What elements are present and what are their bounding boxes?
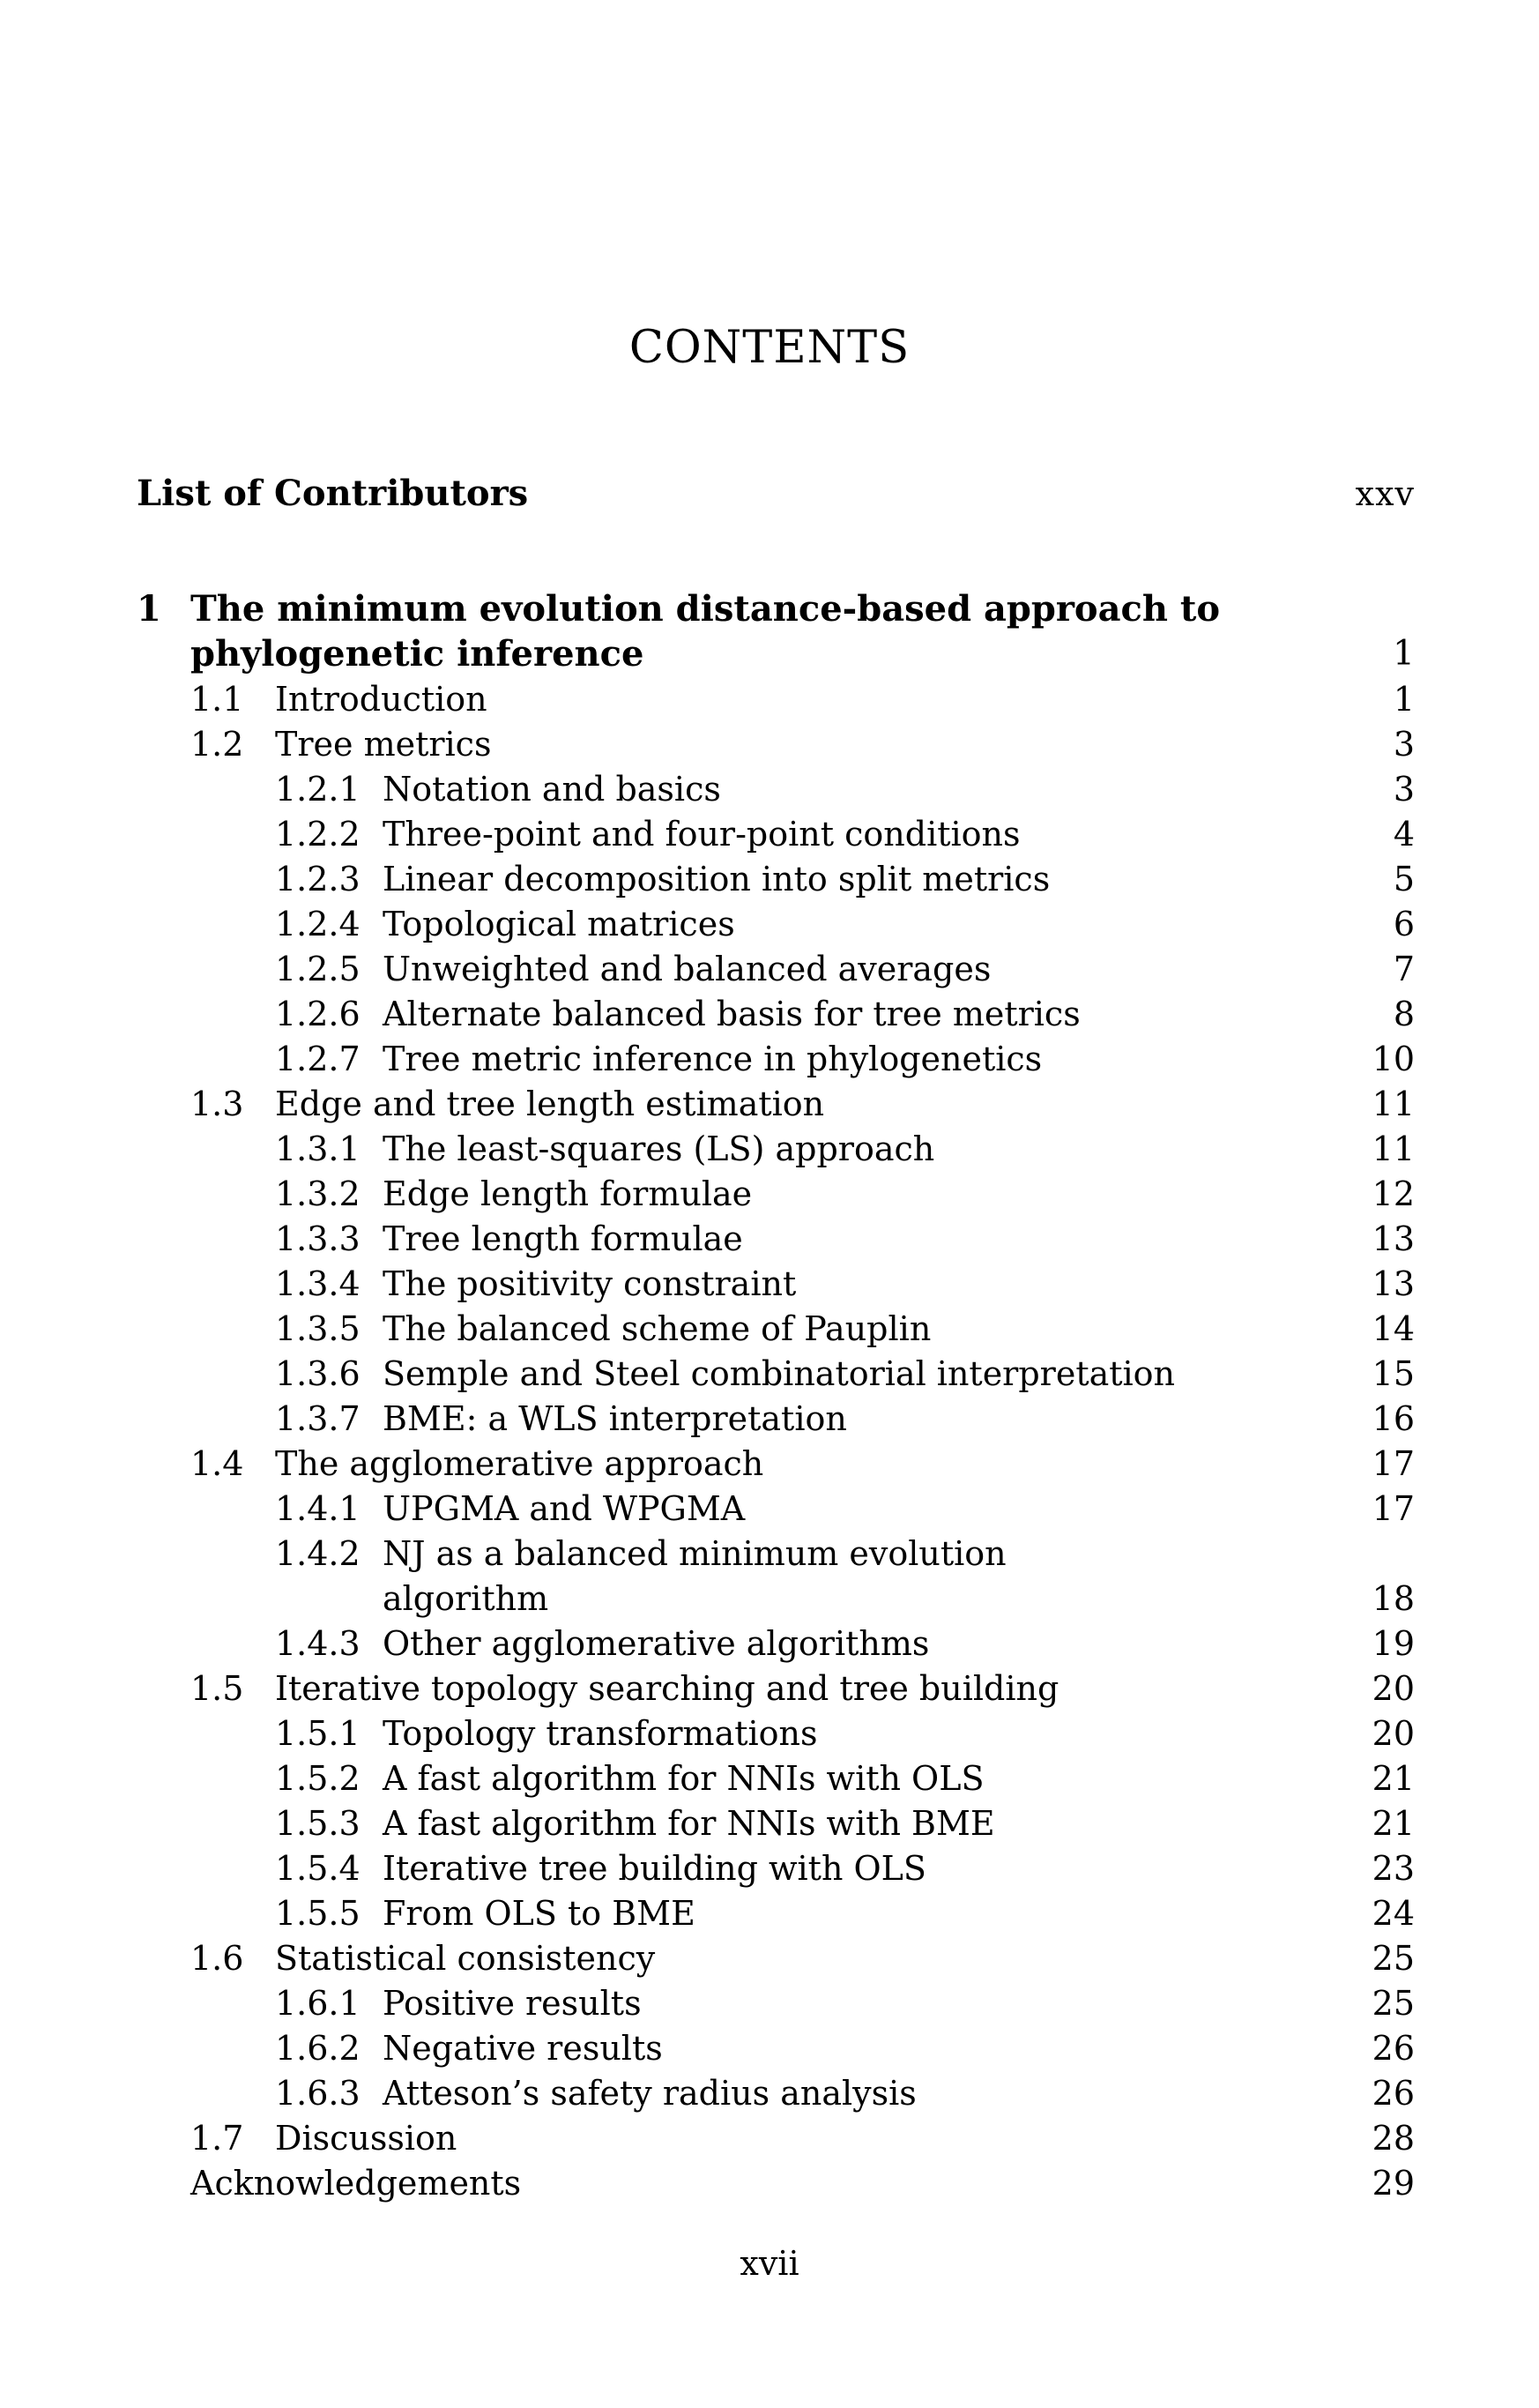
toc-entry-title: Tree metrics — [275, 725, 492, 764]
toc-entry-number: 1.5 — [190, 1669, 244, 1708]
toc-entry-page: 11 — [1372, 1129, 1415, 1168]
toc-entry-acknowledgements — [0, 2160, 1539, 2206]
toc-entry-title: A fast algorithm for NNIs with OLS — [383, 1759, 985, 1798]
toc-entry — [0, 1351, 1539, 1397]
toc-entry-page: 18 — [1372, 1579, 1415, 1618]
toc-entry-title: Unweighted and balanced averages — [383, 950, 992, 988]
toc-entry-title: algorithm — [383, 1579, 549, 1618]
toc-entry-page: 7 — [1393, 950, 1415, 988]
toc-entry — [0, 1666, 1539, 1711]
toc-entry-number: 1.5.2 — [275, 1759, 361, 1798]
toc-entry — [0, 1531, 1539, 1577]
toc-entry-page: 29 — [1372, 2164, 1415, 2203]
toc-entry-list-of-contributors — [0, 471, 1539, 517]
toc-entry — [0, 1036, 1539, 1082]
toc-entry-page: 3 — [1393, 725, 1415, 764]
toc-entry-number: 1.4.3 — [275, 1624, 361, 1663]
toc-entry-number: 1.5.4 — [275, 1849, 361, 1888]
toc-entry-page: 6 — [1393, 905, 1415, 943]
toc-entry-title: Iterative tree building with OLS — [383, 1849, 926, 1888]
toc-entry-title: The balanced scheme of Pauplin — [383, 1309, 932, 1348]
toc-entry-title: Semple and Steel combinatorial interpretation — [383, 1354, 1176, 1393]
toc-entry-title: NJ as a balanced minimum evolution — [383, 1534, 1007, 1573]
toc-entry-number: 1.3.3 — [275, 1219, 361, 1258]
toc-entry — [0, 2070, 1539, 2116]
toc-entry — [0, 1261, 1539, 1307]
toc-entry — [0, 766, 1539, 812]
toc-entry-title: List of Contributors — [137, 473, 529, 514]
toc-entry-number: 1.6.1 — [275, 1984, 361, 2023]
toc-entry-page: 24 — [1372, 1894, 1415, 1933]
toc-entry-number: 1.5.3 — [275, 1804, 361, 1843]
toc-entry-page: 10 — [1372, 1040, 1415, 1078]
toc-entry-number: 1.5.1 — [275, 1714, 361, 1753]
toc-entry-number: 1.2.5 — [275, 950, 361, 988]
toc-entry-number: 1.6 — [190, 1939, 244, 1978]
toc-entry-page: 4 — [1393, 815, 1415, 854]
toc-entry-title: Positive results — [383, 1984, 642, 2023]
toc-entry-title: Atteson’s safety radius analysis — [383, 2074, 917, 2113]
toc-entry-title: The least-squares (LS) approach — [383, 1129, 935, 1168]
toc-entry-page: 12 — [1372, 1174, 1415, 1213]
toc-entry-title: Acknowledgements — [190, 2164, 522, 2203]
toc-entry-number: 1.2.7 — [275, 1040, 361, 1078]
toc-entry-number: 1.2.6 — [275, 995, 361, 1033]
toc-entry — [0, 1935, 1539, 1981]
chapter-number: 1 — [137, 588, 161, 630]
chapter-page: 1 — [1393, 634, 1415, 674]
toc-entry-page: 15 — [1372, 1354, 1415, 1393]
toc-entry-page: 16 — [1372, 1399, 1415, 1438]
toc-entry-page: 13 — [1372, 1219, 1415, 1258]
toc-entry — [0, 1980, 1539, 2026]
toc-entry-title: A fast algorithm for NNIs with BME — [383, 1804, 995, 1843]
toc-entry-number: 1.3.5 — [275, 1309, 361, 1348]
toc-entry-number: 1.4 — [190, 1444, 244, 1483]
toc-entry-number: 1.3 — [190, 1085, 244, 1123]
toc-entry-title: The positivity constraint — [383, 1264, 797, 1303]
toc-entry — [0, 1711, 1539, 1756]
toc-entry-title: Topology transformations — [383, 1714, 818, 1753]
toc-entry-number: 1.4.1 — [275, 1489, 361, 1528]
toc-entry-title: Linear decomposition into split metrics — [383, 860, 1051, 898]
toc-entry — [0, 1576, 1539, 1621]
chapter-title-line: The minimum evolution distance-based approach to — [190, 588, 1221, 630]
toc-entry — [0, 946, 1539, 992]
toc-entry-page: 17 — [1372, 1489, 1415, 1528]
toc-entry-page: 8 — [1393, 995, 1415, 1033]
toc-entry — [0, 676, 1539, 722]
toc-entry — [0, 1396, 1539, 1442]
toc-chapter-heading-continued — [0, 631, 1539, 677]
toc-entry — [0, 1306, 1539, 1352]
toc-entry-page: 20 — [1372, 1669, 1415, 1708]
toc-entry-title: Tree metric inference in phylogenetics — [383, 1040, 1043, 1078]
toc-entry-title: Introduction — [275, 680, 487, 719]
toc-entry-title: UPGMA and WPGMA — [383, 1489, 746, 1528]
toc-entry-title: Topological matrices — [383, 905, 735, 943]
toc-entry — [0, 2025, 1539, 2071]
toc-entry-title: Negative results — [383, 2029, 663, 2068]
toc-entry-number: 1.1 — [190, 680, 244, 719]
toc-entry-title: Statistical consistency — [275, 1939, 656, 1978]
toc-entry-title: Alternate balanced basis for tree metrics — [383, 995, 1081, 1033]
toc-entry-title: Iterative topology searching and tree building — [275, 1669, 1059, 1708]
toc-entry-page: 11 — [1372, 1085, 1415, 1123]
toc-entry-number: 1.2.1 — [275, 770, 361, 809]
toc-entry-page: 28 — [1372, 2119, 1415, 2158]
toc-entry-page: 21 — [1372, 1804, 1415, 1843]
toc-entry-title: Three-point and four-point conditions — [383, 815, 1021, 854]
toc-entry-page: 26 — [1372, 2029, 1415, 2068]
toc-chapter-heading — [0, 586, 1539, 632]
toc-entry — [0, 721, 1539, 767]
toc-entry-number: 1.7 — [190, 2119, 244, 2158]
toc-entry — [0, 856, 1539, 902]
toc-entry — [0, 1171, 1539, 1217]
toc-entry-number: 1.3.6 — [275, 1354, 361, 1393]
toc-entry-page: 17 — [1372, 1444, 1415, 1483]
toc-entry-page: 1 — [1393, 680, 1415, 719]
toc-entry-page: 19 — [1372, 1624, 1415, 1663]
chapter-title-line: phylogenetic inference — [190, 633, 644, 675]
toc-entry-page: 25 — [1372, 1984, 1415, 2023]
toc-entry-title: The agglomerative approach — [275, 1444, 764, 1483]
toc-entry-title: Discussion — [275, 2119, 457, 2158]
toc-entry-number: 1.3.4 — [275, 1264, 361, 1303]
toc-entry-title: Notation and basics — [383, 770, 721, 809]
toc-entry-number: 1.6.3 — [275, 2074, 361, 2113]
toc-entry — [0, 901, 1539, 947]
toc-entry-number: 1.2.4 — [275, 905, 361, 943]
toc-entry-page: 26 — [1372, 2074, 1415, 2113]
toc-entry-number: 1.2 — [190, 725, 244, 764]
toc-entry — [0, 1126, 1539, 1172]
toc-entry — [0, 991, 1539, 1037]
toc-entry-page: 3 — [1393, 770, 1415, 809]
toc-entry-title: Tree length formulae — [383, 1219, 743, 1258]
toc-entry-title: BME: a WLS interpretation — [383, 1399, 847, 1438]
toc-entry-page: 13 — [1372, 1264, 1415, 1303]
toc-entry-number: 1.4.2 — [275, 1534, 361, 1573]
toc-entry — [0, 1441, 1539, 1487]
toc-entry — [0, 1890, 1539, 1936]
toc-entry-title: Edge and tree length estimation — [275, 1085, 825, 1123]
toc-entry — [0, 1621, 1539, 1666]
toc-entry-number: 1.3.2 — [275, 1174, 361, 1213]
toc-entry-number: 1.3.1 — [275, 1129, 361, 1168]
toc-entry-page: 5 — [1393, 860, 1415, 898]
toc-entry-page: xxv — [1355, 474, 1415, 513]
page-title: CONTENTS — [628, 322, 911, 374]
toc-entry-page: 23 — [1372, 1849, 1415, 1888]
toc-entry-title: From OLS to BME — [383, 1894, 695, 1933]
toc-entry-number: 1.3.7 — [275, 1399, 361, 1438]
toc-entry-page: 14 — [1372, 1309, 1415, 1348]
toc-entry — [0, 2115, 1539, 2161]
toc-entry-number: 1.2.3 — [275, 860, 361, 898]
toc-entry-number: 1.5.5 — [275, 1894, 361, 1933]
toc-entry — [0, 1845, 1539, 1891]
page-number: xvii — [740, 2244, 799, 2283]
toc-entry-page: 25 — [1372, 1939, 1415, 1978]
toc-entry — [0, 1800, 1539, 1846]
toc-entry-number: 1.2.2 — [275, 815, 361, 854]
toc-entry — [0, 1081, 1539, 1127]
toc-entry — [0, 1216, 1539, 1262]
toc-entry — [0, 811, 1539, 857]
toc-entry-title: Edge length formulae — [383, 1174, 753, 1213]
toc-entry-page: 21 — [1372, 1759, 1415, 1798]
toc-entry-page: 20 — [1372, 1714, 1415, 1753]
toc-entry — [0, 1486, 1539, 1532]
toc-entry-title: Other agglomerative algorithms — [383, 1624, 930, 1663]
toc-entry — [0, 1756, 1539, 1801]
toc-entry-number: 1.6.2 — [275, 2029, 361, 2068]
